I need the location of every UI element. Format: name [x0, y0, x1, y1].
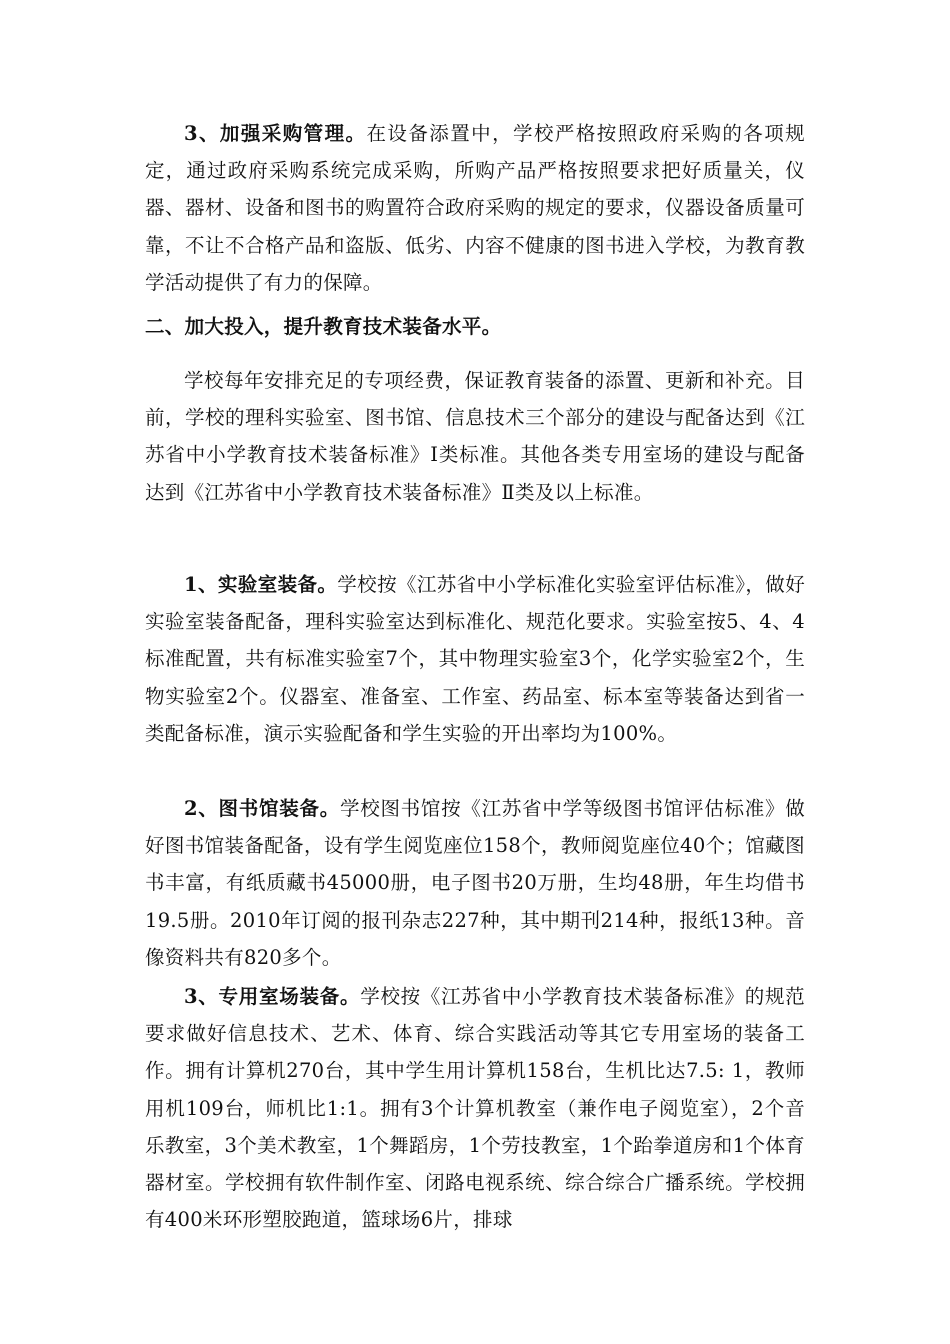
paragraph-library-equipment: [145, 790, 805, 976]
paragraph-body: 学校按《江苏省中小学标准化实验室评估标准》，做好实验室装备配备，理科实验室达到标准化、规范化要求。实验室按5、4、4标准配置，共有标准实验室7个，其中物理实验室3个，化学实验室2个，生物实验室2个。仪器室、准备室、工作室、药品室、标本室等装备达到省一类配备标准，演示实验配备和学生实验的开出率均为100%。: [145, 573, 805, 745]
paragraph-procurement: [145, 115, 805, 301]
paragraph-investment: 学校每年安排充足的专项经费，保证教育装备的添置、更新和补充。目前，学校的理科实验室、图书馆、信息技术三个部分的建设与配备达到《江苏省中小学教育技术装备标准》Ⅰ类标准。其他各类专用室场的建设与配备达到《江苏省中小学教育技术装备标准》Ⅱ类及以上标准。: [145, 369, 805, 504]
paragraph-special-rooms: [145, 978, 805, 1238]
paragraph-heading: 3、加强采购管理。: [184, 122, 367, 145]
paragraph-body: 学校按《江苏省中小学教育技术装备标准》的规范要求做好信息技术、艺术、体育、综合实践活动等其它专用室场的装备工作。拥有计算机270台，其中学生用计算机158台，生机比达7.5: 1，教师用机109台，师机比1:1。拥有3个计算机教室（兼作电子阅览室），2个音乐教室，3个美术教室，1个舞蹈房，1个劳技教室，1个跆拳道房和1个体育器材室。学校拥有软件制作室、闭路电视系统、综合综合广播系统。学校拥有400米环形塑胶跑道，篮球场6片，排球: [145, 985, 805, 1232]
paragraph-heading: 2、图书馆装备。: [184, 797, 340, 820]
paragraph-body: 在设备添置中，学校严格按照政府采购的各项规定，通过政府采购系统完成采购，所购产品严格按照要求把好质量关，仪器、器材、设备和图书的购置符合政府采购的规定的要求，仪器设备质量可靠，不让不合格产品和盗版、低劣、内容不健康的图书进入学校，为教育教学活动提供了有力的保障。: [145, 122, 805, 294]
paragraph-body: 学校图书馆按《江苏省中学等级图书馆评估标准》做好图书馆装备配备，设有学生阅览座位158个，教师阅览座位40个；馆藏图书丰富，有纸质藏书45000册，电子图书20万册，生均48册，年生均借书19.5册。2010年订阅的报刊杂志227种，其中期刊214种，报纸13种。音像资料共有820多个。: [145, 797, 805, 969]
section-heading: 二、加大投入，提升教育技术装备水平。: [145, 315, 502, 338]
paragraph-lab-equipment: [145, 566, 805, 752]
paragraph-heading: 1、实验室装备。: [184, 573, 338, 596]
paragraph-heading: 3、专用室场装备。: [184, 985, 361, 1008]
